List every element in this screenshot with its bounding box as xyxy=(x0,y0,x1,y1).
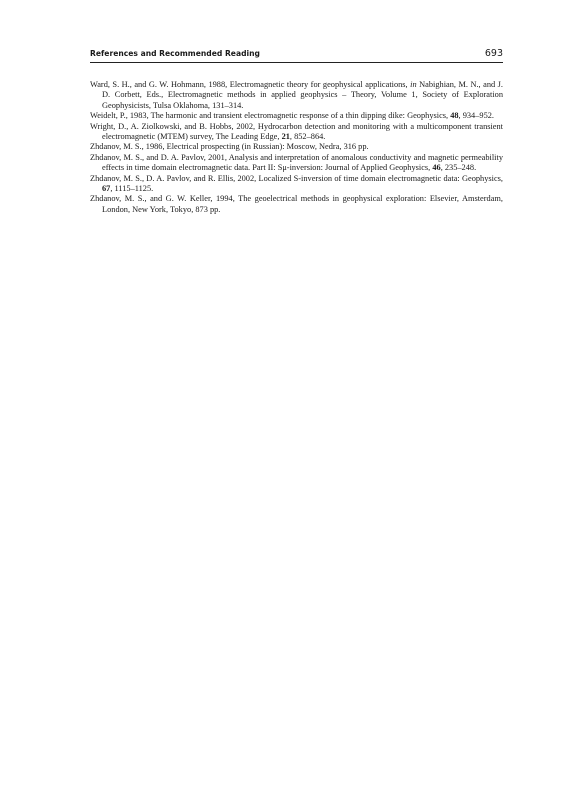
reference-zhdanov-1986 xyxy=(90,142,503,152)
reference-text: Wright, D., A. Ziolkowski, and B. Hobbs, 2002, Hydrocarbon detection and monitoring with a multicomponent transient electromagnetic (MTEM) survey, The Leading Edge, xyxy=(90,121,503,142)
reference-text: Nabighian, M. N., and J. D. Corbett, Eds., Electromagnetic methods in applied geophysics – Theory, Volume 1, Society of Exploration Geophysicists, Tulsa Oklahoma, 131–314. xyxy=(102,80,503,110)
page xyxy=(90,48,503,215)
reference-text: Weidelt, P., 1983, The harmonic and transient electromagnetic response of a thin dipping dike: Geophysics, xyxy=(90,111,451,121)
reference-text: , 934–952. xyxy=(458,111,494,121)
reference-zhdanov-keller-1994 xyxy=(90,194,503,215)
reference-text: Zhdanov, M. S., 1986, Electrical prospecting (in Russian): Moscow, Nedra, 316 pp. xyxy=(90,142,369,152)
reference-text: , 1115–1125. xyxy=(110,184,154,194)
reference-ward-1988 xyxy=(90,80,503,111)
reference-volume: 67 xyxy=(102,184,111,194)
reference-text: , 235–248. xyxy=(440,163,477,173)
reference-volume: 48 xyxy=(450,111,459,121)
reference-zhdanov-pavlov-2001 xyxy=(90,153,503,174)
reference-in-italic: in xyxy=(410,80,417,89)
reference-weidelt-1983 xyxy=(90,111,503,121)
reference-text: Zhdanov, M. S., and G. W. Keller, 1994, The geoelectrical methods in geophysical exploration: Elsevier, Amsterdam, London, New York, Tokyo, 873 pp. xyxy=(90,194,503,214)
reference-wright-2002 xyxy=(90,122,503,143)
running-head xyxy=(90,48,503,63)
reference-text: , 852–864. xyxy=(289,132,326,142)
running-head-title: References and Recommended Reading xyxy=(90,49,260,58)
reference-text: Zhdanov, M. S., and D. A. Pavlov, 2001, Analysis and interpretation of anomalous conductivity and magnetic permeability effects in time domain electromagnetic data. Part II: Sμ-inversion: Journal of Applied Geophysics, xyxy=(90,152,503,173)
reference-text: Zhdanov, M. S., D. A. Pavlov, and R. Ellis, 2002, Localized S-inversion of time domain electromagnetic data: Geophysics, xyxy=(90,173,503,183)
reference-list xyxy=(90,80,503,215)
reference-volume: 46 xyxy=(432,163,441,173)
reference-volume: 21 xyxy=(281,132,290,142)
reference-zhdanov-pavlov-ellis-2002 xyxy=(90,174,503,195)
page-number: 693 xyxy=(484,48,503,59)
reference-text: Ward, S. H., and G. W. Hohmann, 1988, Electromagnetic theory for geophysical applications, xyxy=(90,80,411,89)
